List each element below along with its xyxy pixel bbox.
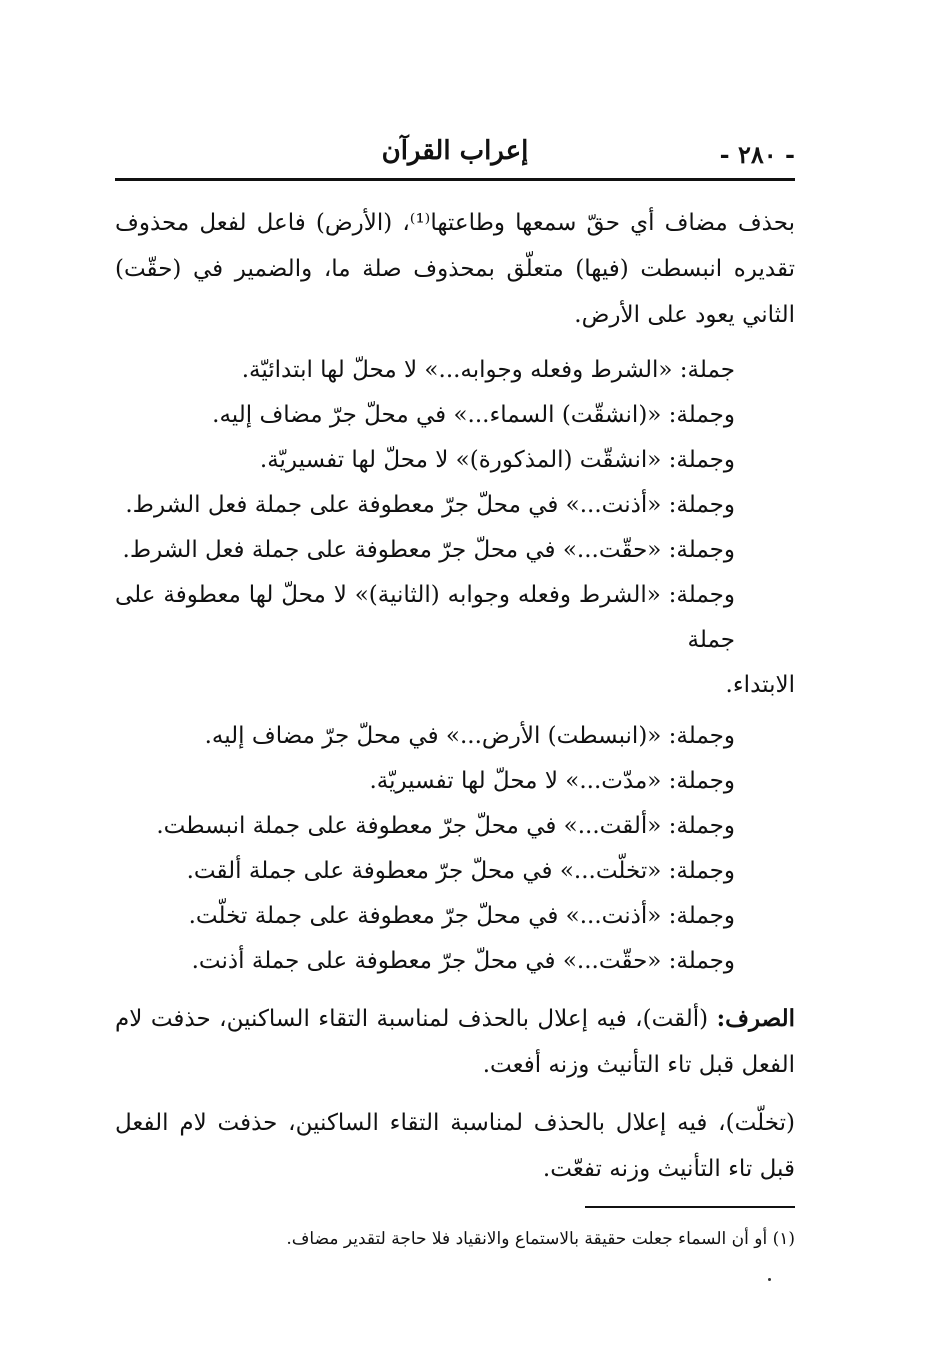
wrapped-first-line: وجملة: «الشرط وفعله وجوابه (الثانية)» لا محلّ لها معطوفة على جملة [115, 582, 735, 653]
list-item: وجملة: «انشقّت (المذكورة)» لا محلّ لها تفسيريّة. [259, 447, 735, 473]
list-item: وجملة: «تخلّت...» في محلّ جرّ معطوفة على جملة ألقت. [186, 858, 735, 884]
list-item: وجملة: «(انبسطت) الأرض...» في محلّ جرّ مضاف إليه. [204, 723, 735, 749]
page-number: - ٢٨٠ - [719, 140, 795, 169]
intro-paragraph: بحذف مضاف أي حقّ سمعها وطاعتها⁽¹⁾، (الأرض) فاعل لفعل محذوف تقديره انبسطت (فيها) متعلّق بمحذوف صلة ما، والضمير في (حقّت) الثاني يعود على الأرض. [115, 210, 795, 328]
list-item: جملة: «الشرط وفعله وجوابه...» لا محلّ لها ابتدائيّة. [241, 357, 735, 383]
header-rule [115, 178, 795, 181]
page-header [115, 132, 795, 176]
list-item: وجملة: «أذنت...» في محلّ جرّ معطوفة على جملة تخلّت. [188, 903, 735, 929]
sarf-heading: الصرف: [716, 1005, 795, 1032]
sentence-list-b [115, 714, 795, 984]
list-item: وجملة: «ألقت...» في محلّ جرّ معطوفة على جملة انبسطت. [156, 813, 735, 839]
sarf-paragraph-1 [115, 996, 795, 1088]
list-item: وجملة: «أذنت...» في محلّ جرّ معطوفة على جملة فعل الشرط. [125, 492, 735, 518]
footnote-rule [585, 1206, 795, 1208]
list-item-wrapped [115, 573, 795, 708]
stray-dot [768, 1278, 771, 1281]
list-item: وجملة: «حقّت...» في محلّ جرّ معطوفة على جملة أذنت. [191, 948, 735, 974]
sentence-list-a [115, 348, 795, 708]
list-item: وجملة: «مدّت...» لا محلّ لها تفسيريّة. [369, 768, 735, 794]
wrapped-continuation: الابتداء. [725, 672, 795, 698]
list-item: وجملة: «حقّت...» في محلّ جرّ معطوفة على جملة فعل الشرط. [122, 537, 735, 563]
sarf-paragraph-2: (تخلّت)، فيه إعلال بالحذف لمناسبة التقاء الساكنين، حذفت لام الفعل قبل تاء التأنيث وزنه تفعّت. [115, 1110, 795, 1182]
running-title: إعراب القرآن [381, 136, 529, 166]
sarf-text-1: (ألقت)، فيه إعلال بالحذف لمناسبة التقاء الساكنين، حذفت لام الفعل قبل تاء التأنيث وزنه أفعت. [115, 1006, 795, 1078]
main-text [115, 200, 795, 1192]
list-item: وجملة: «(انشقّت) السماء...» في محلّ جرّ مضاف إليه. [212, 402, 735, 428]
footnote: (١) أو أن السماء جعلت حقيقة بالاستماع والانقياد فلا حاجة لتقدير مضاف. [286, 1229, 795, 1249]
